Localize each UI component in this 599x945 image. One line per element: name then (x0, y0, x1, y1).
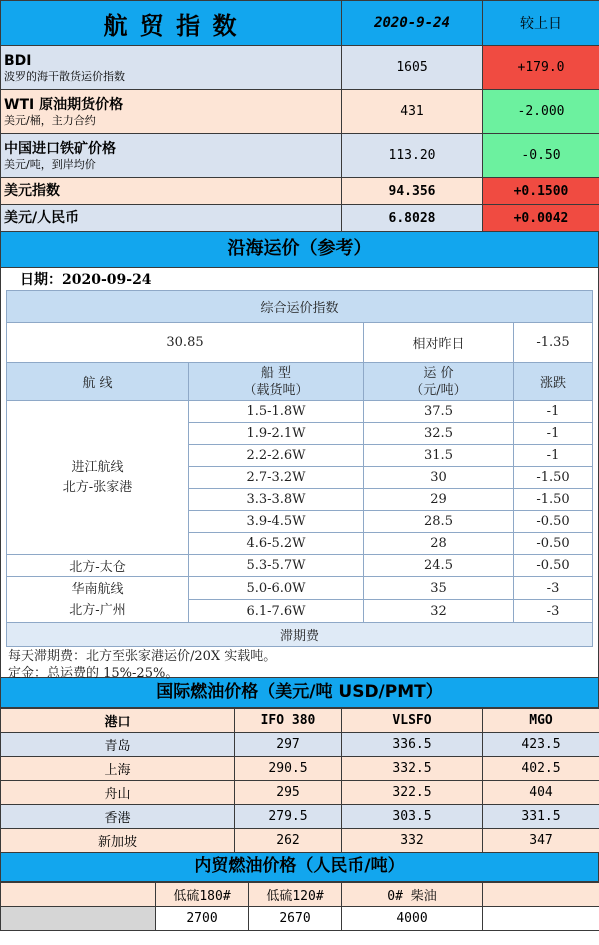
table-row (1, 829, 599, 853)
col-mgo: MGO (483, 709, 599, 733)
fuel-price: 402.5 (483, 757, 599, 781)
ship-size: 3.9-4.5W (189, 511, 364, 533)
port-name: 舟山 (1, 781, 235, 805)
deposit-note: 定金：总运费的 15%-25%。 (8, 666, 179, 681)
index-value: 1605 (342, 46, 483, 90)
fuel-price: 4000 (342, 907, 483, 931)
index-value: 94.356 (342, 178, 483, 205)
port-name: 香港 (1, 805, 235, 829)
demurrage-note: 每天滞期费：北方至张家港运价/20X 实载吨。 (8, 649, 277, 664)
col-ifo380: IFO 380 (235, 709, 342, 733)
price-change: -1.50 (514, 467, 593, 489)
freight-price: 29 (364, 489, 514, 511)
table-row (7, 401, 593, 423)
index-table (0, 0, 599, 232)
dom-fuel-col-blank (1, 883, 156, 907)
fuel-price: 347 (483, 829, 599, 853)
price-change: -0.50 (514, 555, 593, 577)
dom-fuel-header (1, 883, 599, 907)
route-name: 北方-张家港 (62, 479, 133, 495)
fuel-price: 404 (483, 781, 599, 805)
price-change: -1 (514, 401, 593, 423)
fuel-price: 262 (235, 829, 342, 853)
port-name: 青岛 (1, 733, 235, 757)
page-title: 航 贸 指 数 (1, 1, 342, 46)
relative-label: 相对昨日 (364, 323, 514, 363)
price-change: -1 (514, 445, 593, 467)
index-change: -2.000 (483, 90, 599, 134)
composite-label: 综合运价指数 (7, 291, 593, 323)
table-row (7, 577, 593, 600)
ship-size: 5.3-5.7W (189, 555, 364, 577)
col-port: 港口 (1, 709, 235, 733)
index-sub: 美元/桶，主力合约 (4, 113, 96, 127)
freight-price: 28.5 (364, 511, 514, 533)
col-change: 涨跌 (514, 363, 593, 401)
fuel-price: 2700 (156, 907, 249, 931)
compare-label: 较上日 (483, 1, 599, 46)
fuel-price: 2670 (249, 907, 342, 931)
freight-price: 37.5 (364, 401, 514, 423)
intl-fuel-title: 国际燃油价格（美元/吨 USD/PMT） (0, 678, 599, 708)
col-lsfo120: 低硫120# (249, 883, 342, 907)
ship-size: 5.0-6.0W (189, 577, 364, 600)
dom-fuel-table (0, 882, 599, 931)
index-row-wti (1, 90, 599, 134)
demurrage-label: 滞期费 (7, 623, 593, 647)
price-change: -0.50 (514, 533, 593, 555)
freight-price: 30 (364, 467, 514, 489)
route-name: 进江航线 (71, 459, 124, 475)
col-ship-unit: （载货吨） (243, 382, 309, 398)
index-sub: 美元/吨，到岸均价 (4, 157, 96, 171)
index-row-usd (1, 178, 599, 205)
table-row (1, 757, 599, 781)
fuel-price: 322.5 (342, 781, 483, 805)
freight-price: 31.5 (364, 445, 514, 467)
fuel-price: 295 (235, 781, 342, 805)
index-name: WTI 原油期货价格 (4, 96, 124, 113)
table-row (1, 781, 599, 805)
fuel-price: 303.5 (342, 805, 483, 829)
freight-price: 24.5 (364, 555, 514, 577)
index-change: +0.0042 (483, 205, 599, 232)
fuel-price: 332.5 (342, 757, 483, 781)
price-change: -0.50 (514, 511, 593, 533)
coastal-header-row (7, 363, 593, 401)
price-change: -3 (514, 577, 593, 600)
table-row (1, 907, 599, 931)
ship-size: 2.7-3.2W (189, 467, 364, 489)
fuel-price: 332 (342, 829, 483, 853)
intl-fuel-table (0, 708, 599, 853)
index-change: -0.50 (483, 134, 599, 178)
index-row-iron-ore (1, 134, 599, 178)
index-change: +0.1500 (483, 178, 599, 205)
ship-size: 4.6-5.2W (189, 533, 364, 555)
col-diesel: 0# 柴油 (342, 883, 483, 907)
freight-price: 32.5 (364, 423, 514, 445)
index-change: +179.0 (483, 46, 599, 90)
price-change: -3 (514, 600, 593, 623)
index-name: BDI (4, 52, 32, 69)
index-row-usdcny (1, 205, 599, 232)
port-name: 上海 (1, 757, 235, 781)
col-ship: 船 型 (260, 365, 292, 381)
port-name: 新加坡 (1, 829, 235, 853)
route-name: 北方-广州 (69, 602, 126, 618)
table-row (1, 733, 599, 757)
fuel-price: 423.5 (483, 733, 599, 757)
dom-fuel-col-blank (483, 883, 599, 907)
fuel-price: 279.5 (235, 805, 342, 829)
index-name: 美元指数 (4, 182, 60, 199)
fuel-price: 297 (235, 733, 342, 757)
index-value: 431 (342, 90, 483, 134)
table-row (7, 555, 593, 577)
index-value: 6.8028 (342, 205, 483, 232)
coastal-date: 日期：2020-09-24 (20, 272, 152, 288)
price-change: -1.50 (514, 489, 593, 511)
price-change: -1 (514, 423, 593, 445)
index-name: 美元/人民币 (4, 209, 80, 226)
fuel-price: 336.5 (342, 733, 483, 757)
index-name: 中国进口铁矿价格 (4, 140, 116, 157)
coastal-table (6, 290, 593, 647)
freight-price: 35 (364, 577, 514, 600)
coastal-freight-panel (0, 268, 599, 681)
coastal-title: 沿海运价（参考） (0, 232, 599, 268)
fuel-price: 290.5 (235, 757, 342, 781)
col-vlsfo: VLSFO (342, 709, 483, 733)
col-route: 航 线 (7, 363, 189, 401)
ship-size: 6.1-7.6W (189, 600, 364, 623)
header-date: 2020-9-24 (342, 1, 483, 46)
composite-value: 30.85 (7, 323, 364, 363)
index-sub: 波罗的海干散货运价指数 (4, 69, 125, 83)
index-row-bdi (1, 46, 599, 90)
ship-size: 2.2-2.6W (189, 445, 364, 467)
freight-price: 32 (364, 600, 514, 623)
dom-fuel-blank-cell (1, 907, 156, 931)
table-row (1, 805, 599, 829)
dom-fuel-blank-cell (483, 907, 599, 931)
ship-size: 1.5-1.8W (189, 401, 364, 423)
ship-size: 1.9-2.1W (189, 423, 364, 445)
col-lsfo180: 低硫180# (156, 883, 249, 907)
col-price: 运 价 (423, 365, 454, 381)
intl-fuel-header (1, 709, 599, 733)
relative-value: -1.35 (514, 323, 593, 363)
route-name: 北方-太仓 (7, 555, 189, 577)
header-row (1, 1, 599, 46)
col-price-unit: （元/吨） (410, 382, 467, 398)
freight-price: 28 (364, 533, 514, 555)
route-name: 华南航线 (71, 581, 124, 597)
ship-size: 3.3-3.8W (189, 489, 364, 511)
fuel-price: 331.5 (483, 805, 599, 829)
dom-fuel-title: 内贸燃油价格（人民币/吨） (0, 853, 599, 882)
index-value: 113.20 (342, 134, 483, 178)
